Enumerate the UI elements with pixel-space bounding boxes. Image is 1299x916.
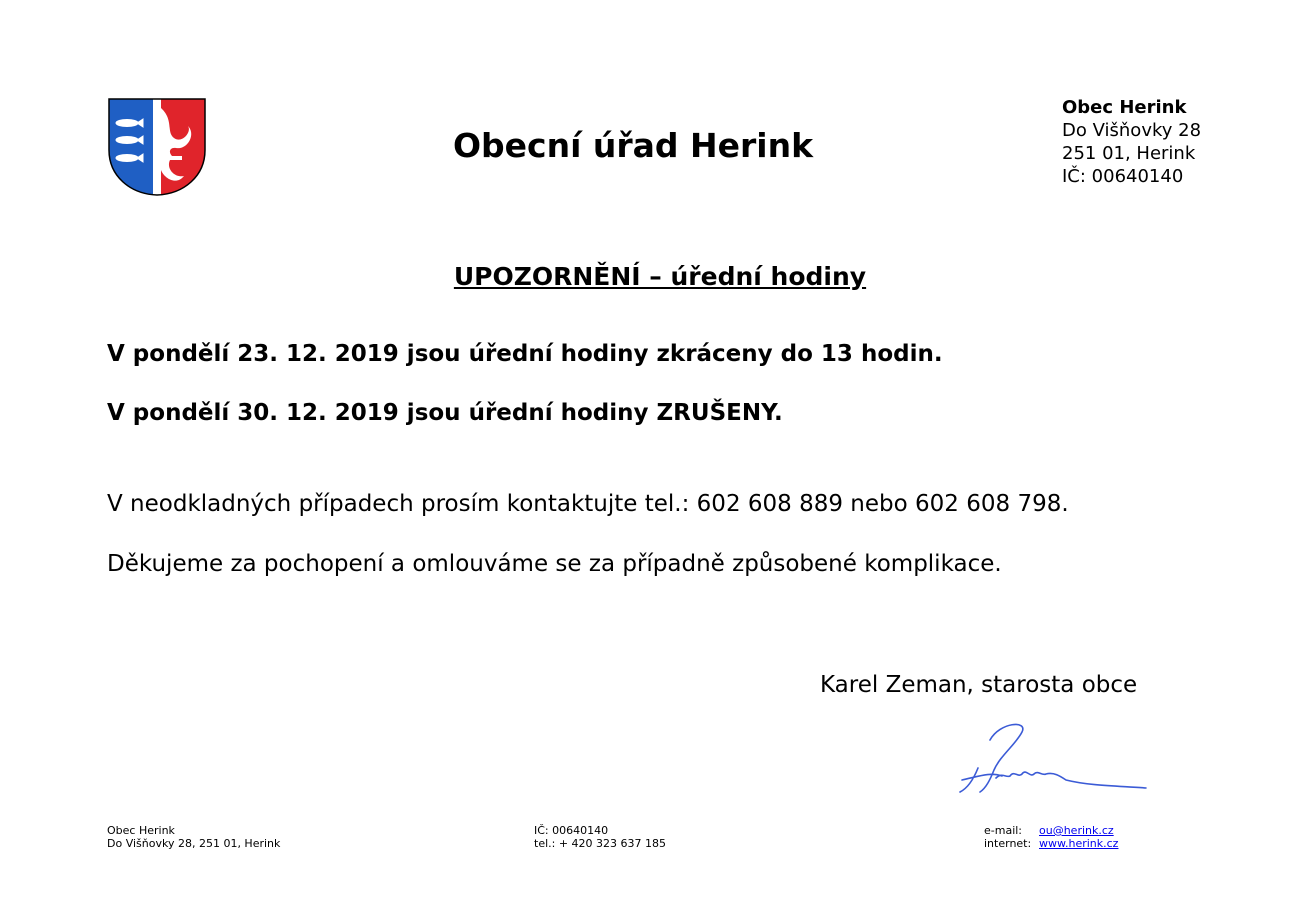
notice-line-contact: V neodkladných případech prosím kontaktujte tel.: 602 608 889 nebo 602 608 798. xyxy=(107,491,1069,517)
notice-heading: UPOZORNĚNÍ – úřední hodiny xyxy=(453,262,867,291)
footer-ids xyxy=(534,824,666,850)
footer-ic: IČ: 00640140 xyxy=(534,824,609,837)
footer-name: Obec Herink xyxy=(107,824,175,837)
footer-email-label: e-mail: xyxy=(984,824,1023,837)
address-ic: IČ: 00640140 xyxy=(1062,166,1184,187)
handwritten-signature xyxy=(950,718,1155,802)
footer-street: Do Višňovky 28, 251 01, Herink xyxy=(107,837,281,850)
footer-address xyxy=(107,824,280,850)
notice-line-thanks: Děkujeme za pochopení a omlouváme se za případně způsobené komplikace. xyxy=(107,551,1002,577)
office-title: Obecní úřad Herink xyxy=(452,126,814,165)
notice-line-cancelled-hours: V pondělí 30. 12. 2019 jsou úřední hodiny ZRUŠENY. xyxy=(107,400,783,426)
notice-line-shortened-hours: V pondělí 23. 12. 2019 jsou úřední hodiny zkráceny do 13 hodin. xyxy=(107,341,943,367)
footer-contacts xyxy=(984,824,1118,850)
address-name: Obec Herink xyxy=(1062,97,1187,118)
signatory-name: Karel Zeman, starosta obce xyxy=(820,672,1138,698)
footer-phone: tel.: + 420 323 637 185 xyxy=(534,837,667,850)
address-city: 251 01, Herink xyxy=(1062,143,1196,164)
footer-email-link[interactable]: ou@herink.cz xyxy=(1039,824,1114,837)
footer-web-link[interactable]: www.herink.cz xyxy=(1039,837,1119,850)
address-block xyxy=(1062,96,1201,188)
address-street: Do Višňovky 28 xyxy=(1062,120,1202,141)
footer-web-label: internet: xyxy=(984,837,1032,850)
